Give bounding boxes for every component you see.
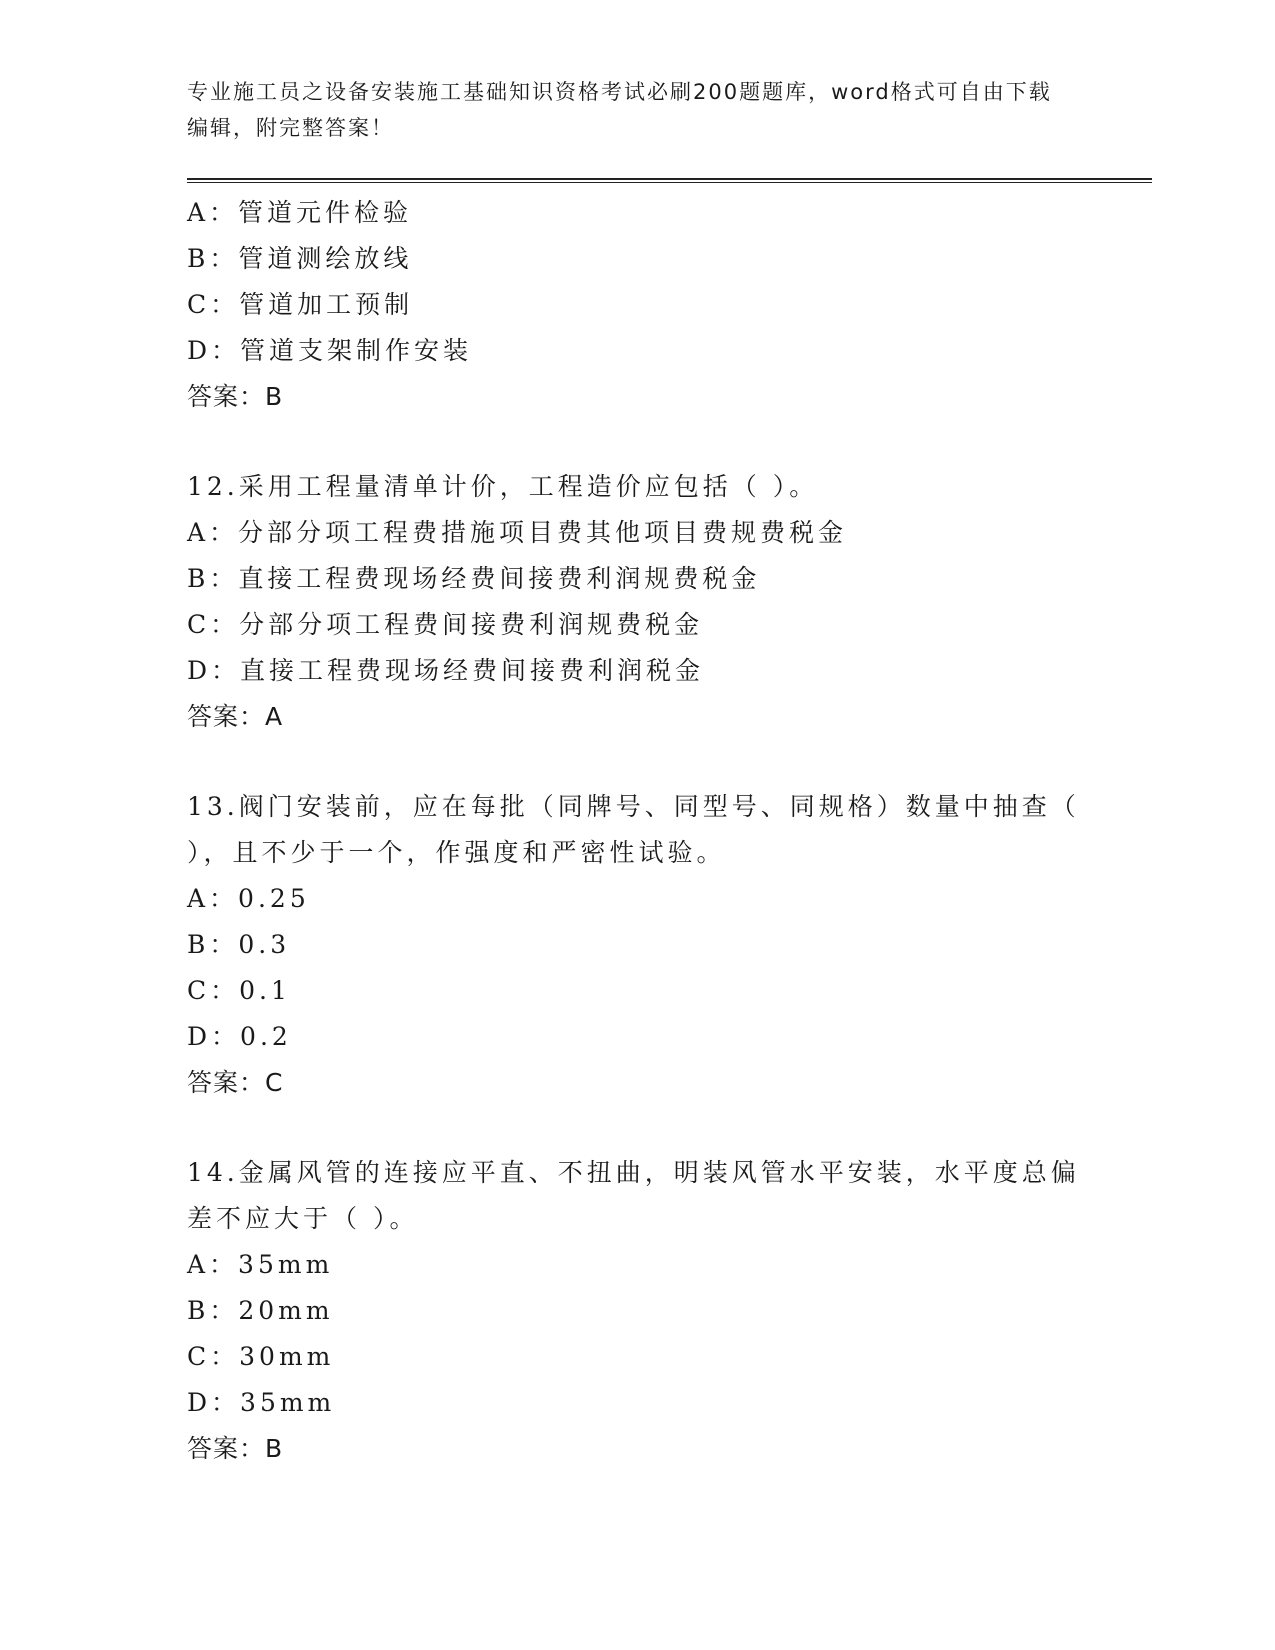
question-text: 12.采用工程量清单计价，工程造价应包括（ ）。 [187, 472, 819, 501]
option-a: A：分部分项工程费措施项目费其他项目费规费税金 [187, 518, 848, 547]
question-text-line-1: 13.阀门安装前，应在每批（同牌号、同型号、同规格）数量中抽查（ [187, 792, 1080, 821]
question-11 [187, 190, 1087, 420]
question-13 [187, 784, 1087, 1106]
answer: 答案：B [187, 1434, 284, 1463]
option-a: A：0.25 [187, 884, 310, 913]
question-14 [187, 1150, 1087, 1472]
answer: 答案：A [187, 702, 284, 731]
option-b: B：管道测绘放线 [187, 244, 413, 273]
option-c: C：分部分项工程费间接费利润规费税金 [187, 610, 704, 639]
option-c: C：30mm [187, 1342, 335, 1371]
option-a: A：管道元件检验 [187, 198, 413, 227]
question-text-line-1: 14.金属风管的连接应平直、不扭曲，明装风管水平安装，水平度总偏 [187, 1158, 1080, 1187]
option-b: B：直接工程费现场经费间接费利润规费税金 [187, 564, 761, 593]
option-d: D：35mm [187, 1388, 336, 1417]
question-12 [187, 464, 1087, 740]
question-text-line-2: ），且不少于一个，作强度和严密性试验。 [187, 838, 726, 867]
option-d: D：直接工程费现场经费间接费利润税金 [187, 656, 705, 685]
option-c: C：管道加工预制 [187, 290, 414, 319]
question-content [187, 190, 1087, 1472]
document-header: 专业施工员之设备安装施工基础知识资格考试必刷200题题库，word格式可自由下载编辑，附完整答案！ [187, 80, 1052, 140]
option-b: B：20mm [187, 1296, 334, 1325]
question-text-line-2: 差不应大于（ ）。 [187, 1204, 419, 1233]
option-b: B：0.3 [187, 930, 291, 959]
option-d: D：0.2 [187, 1022, 292, 1051]
option-c: C：0.1 [187, 976, 291, 1005]
option-a: A：35mm [187, 1250, 334, 1279]
answer: 答案：B [187, 382, 284, 411]
option-d: D：管道支架制作安装 [187, 336, 473, 365]
header-divider [187, 178, 1152, 183]
answer: 答案：C [187, 1068, 284, 1097]
